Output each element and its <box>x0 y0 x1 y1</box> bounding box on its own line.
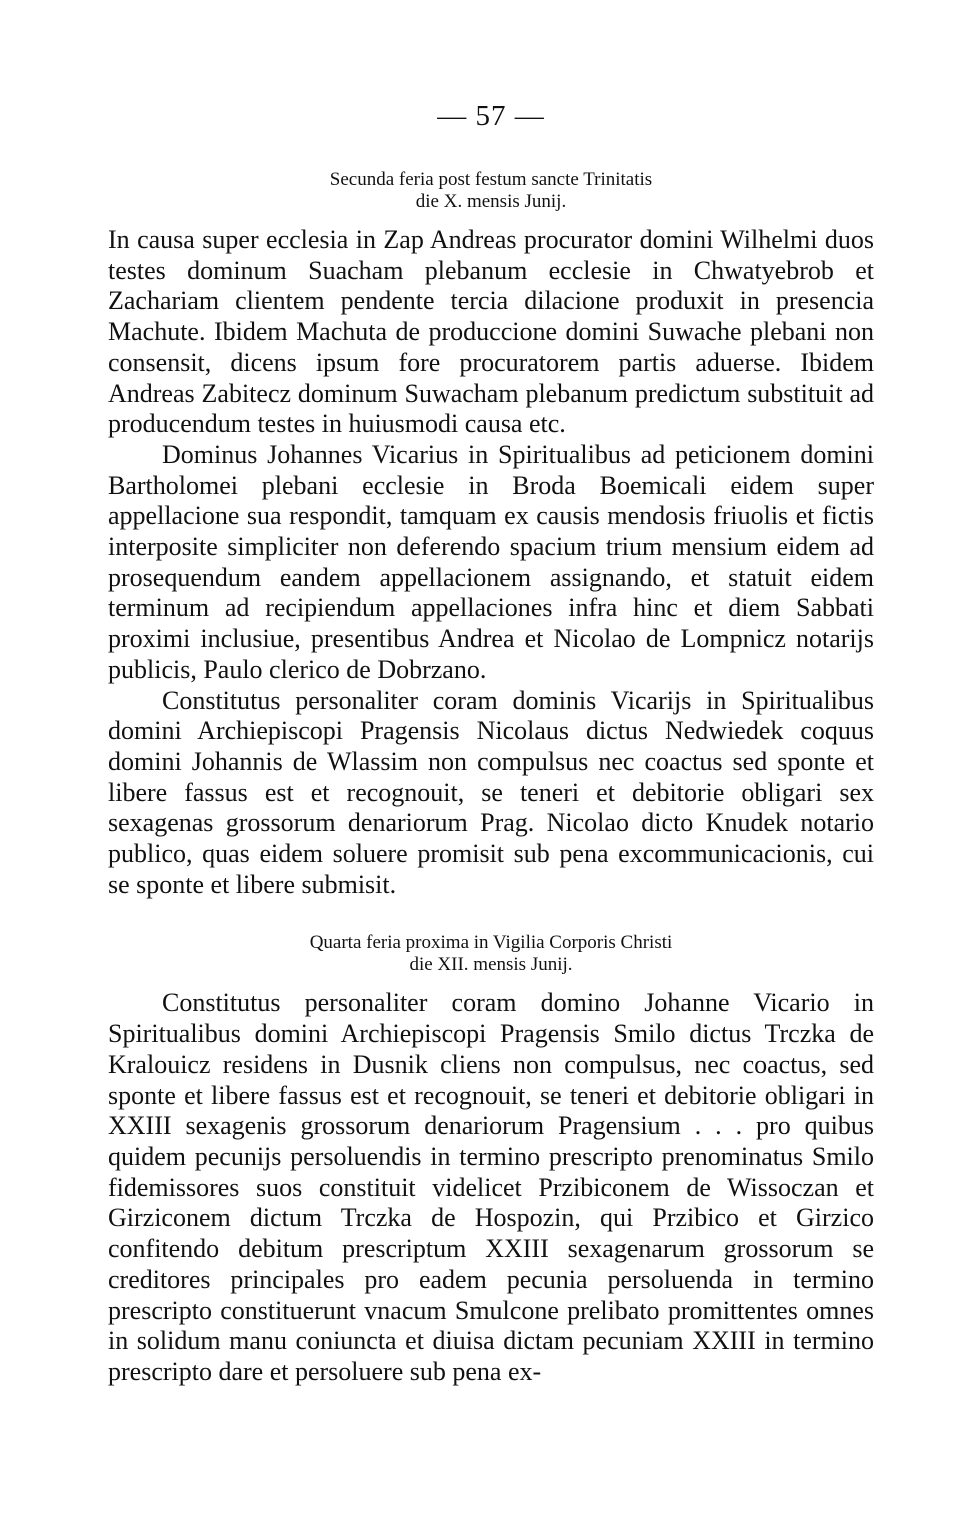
document-page <box>108 100 874 1388</box>
section-2-body <box>108 988 874 1387</box>
section-1-body <box>108 225 874 900</box>
section-spacer <box>108 900 874 932</box>
section-heading-2 <box>108 932 874 976</box>
section-heading-1 <box>108 169 874 213</box>
paragraph-constitutus-smilo: Constitutus personaliter coram domino Johanne Vicario in Spiritualibus domini Archiepiscopi Pragensis Smilo dictus Trczka de Kralouicz residens in Dusnik cliens non compulsus, nec coactus, sed sponte et libere fassus est et recognouit, se teneri et debitorie obligari in XXIII sexagenis grossorum denariorum Pragensium . . . pro quibus quidem pecunijs persoluendis in termino prescripto prenominatus Smilo fidemissores suos constituit videlicet Przibiconem de Wissoczan et Girziconem dictum Trczka de Hospozin, qui Przibico et Girzico confitendo debitum prescriptum XXIII sexagenarum grossorum se creditores principales pro eadem pecunia persoluenda in termino prescripto constituerunt vnacum Smulcone prelibato promittentes omnes in solidum manu coniuncta et diuisa dictam pecuniam XXIII in termino prescripto dare et persoluere sub pena ex- <box>108 988 874 1386</box>
paragraph-dominus-johannes: Dominus Johannes Vicarius in Spiritualibus ad peticionem domini Bartholomei plebani ecclesie in Broda Boemicali eidem super appellacione sua respondit, tamquam ex causis mendosis friuolis et fictis interposite simpliciter non deferendo spacium trium mensium eidem ad prosequendum eandem appellacionem assignando, et statuit eidem terminum ad recipiendum appellaciones infra hinc et diem Sabbati proximi inclusiue, presentibus Andrea et Nicolao de Lompnicz notarijs publicis, Paulo clerico de Dobrzano. <box>108 439 874 684</box>
paragraph-causa-zap: In causa super ecclesia in Zap Andreas procurator domini Wilhelmi duos testes dominum Suacham plebanum ecclesie in Chwatyebrob et Zachariam clientem pendente tercia dilacione produxit in presencia Machute. Ibidem Machuta de produccione domini Suwache plebani non consensit, dicens ipsum fore procuratorem partis aduerse. Ibidem Andreas Zabitecz dominum Suwacham plebanum predictum substituit ad producendum testes in huiusmodi causa etc. <box>108 225 874 439</box>
page-number: — 57 — <box>437 100 545 132</box>
paragraph-constitutus-nedwiedek: Constitutus personaliter coram dominis Vicarijs in Spiritualibus domini Archiepiscopi Pragensis Nicolaus dictus Nedwiedek coquus domini Johannis de Wlassim non compulsus nec coactus sed sponte et libere fassus est et recognouit, se teneri et debitorie obligari sex sexagenas grossorum denariorum Prag. Nicolao dicto Knudek notario publico, quas eidem soluere promisit sub pena excommunicacionis, cui se sponte et libere submisit. <box>108 685 874 899</box>
section-heading-2-line2: die XII. mensis Junij. <box>409 954 573 976</box>
section-heading-1-line1: Secunda feria post festum sancte Trinitatis <box>329 169 653 190</box>
section-heading-1-line2: die X. mensis Junij. <box>415 191 567 212</box>
section-heading-2-line1: Quarta feria proxima in Vigilia Corporis Christi <box>309 932 673 954</box>
